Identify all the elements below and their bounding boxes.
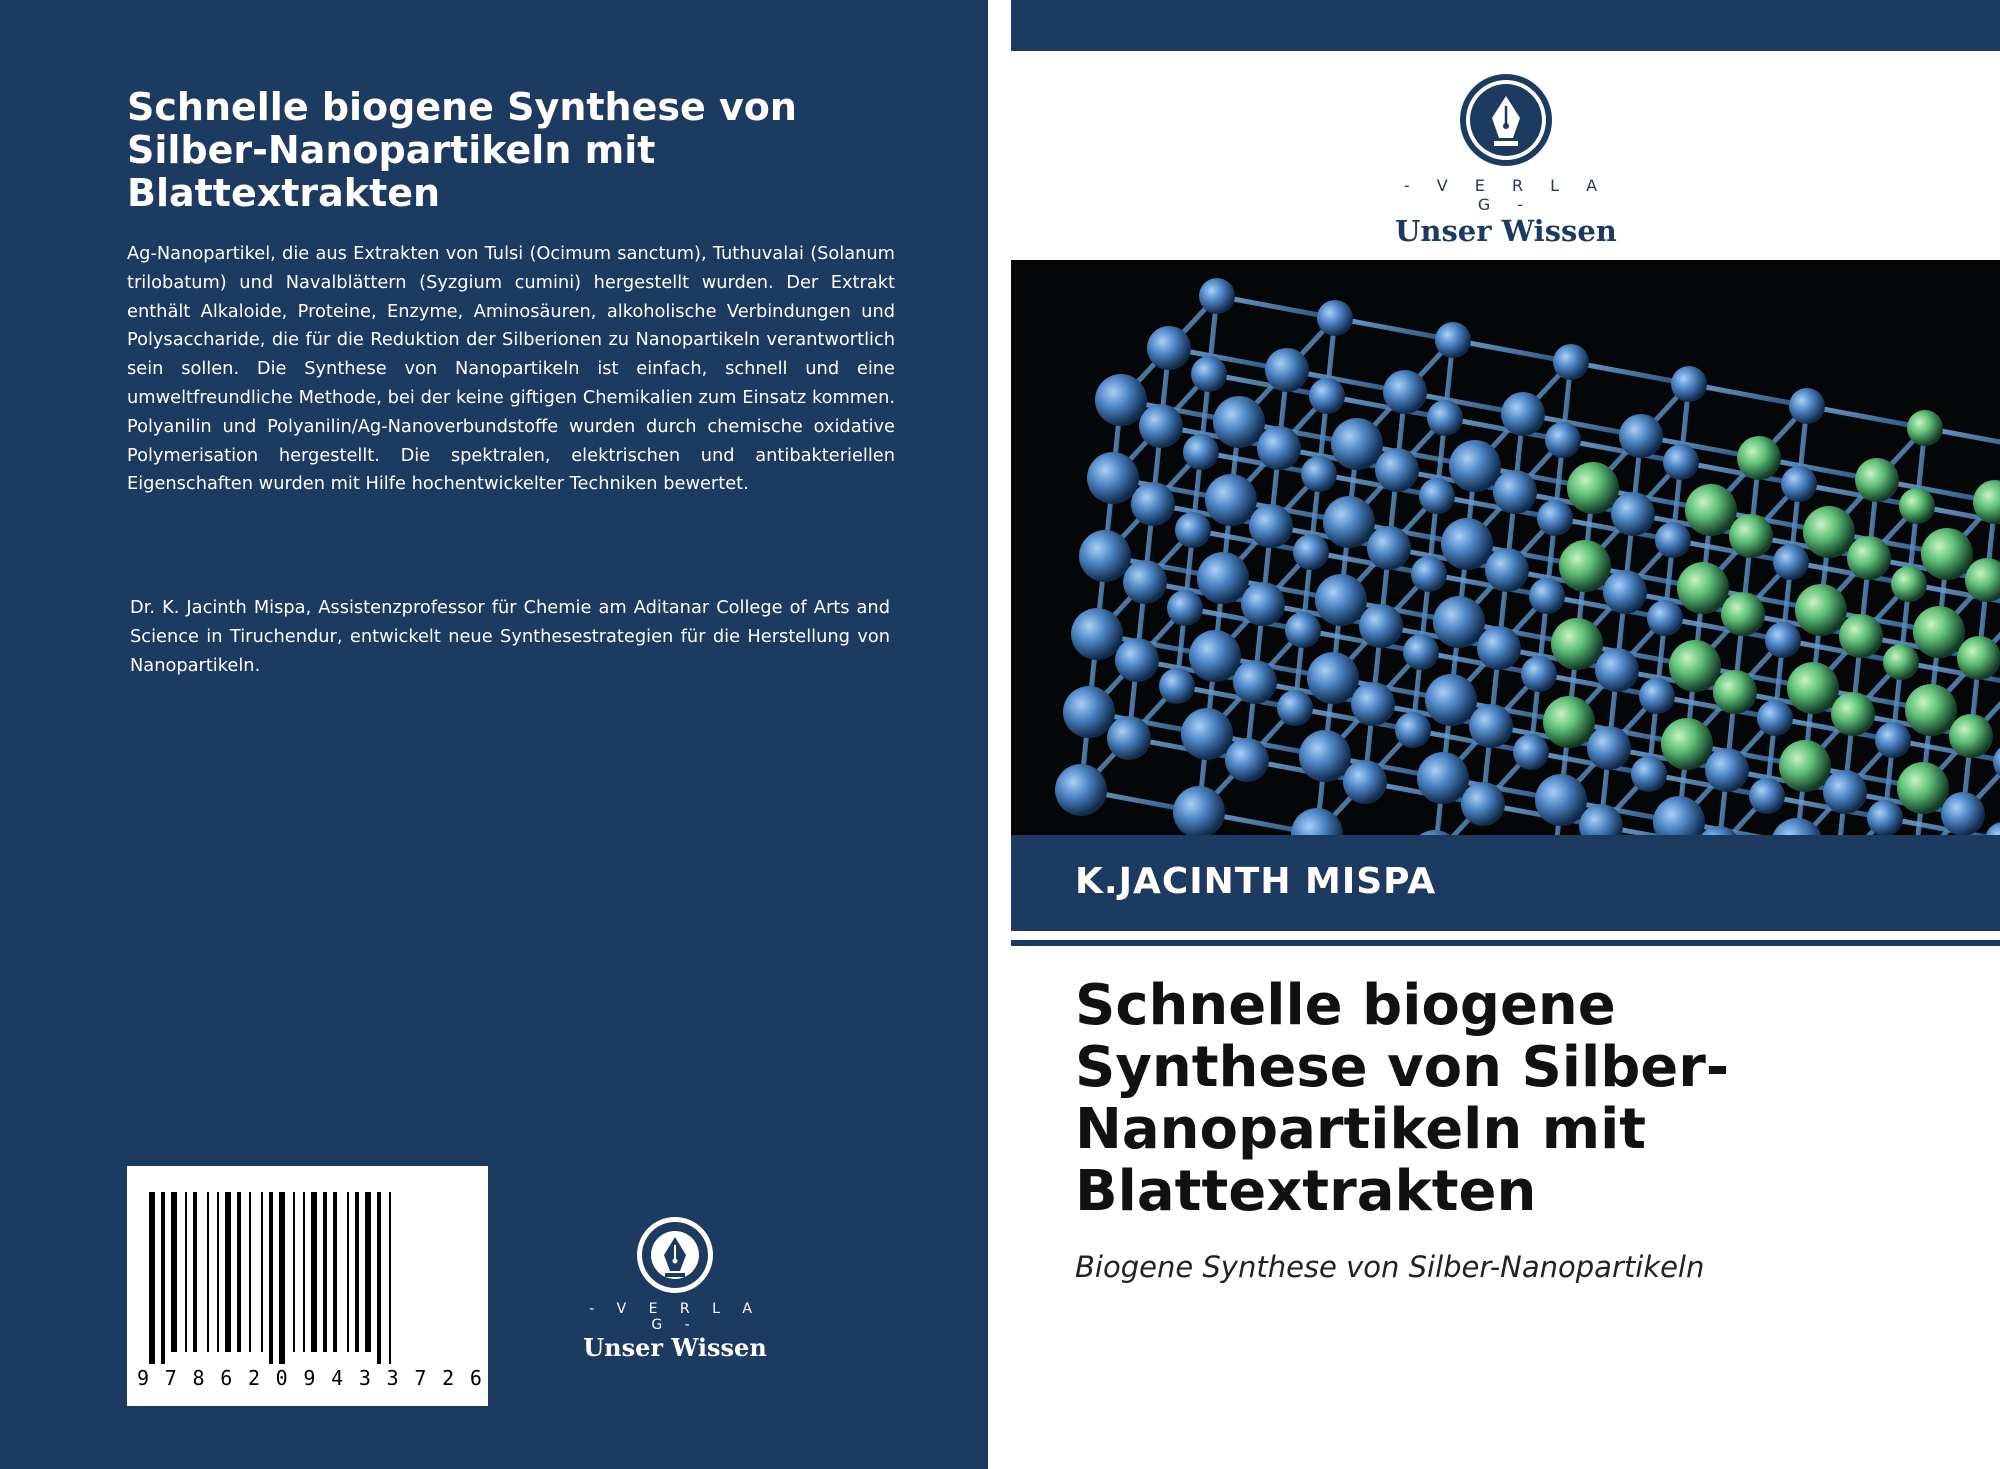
lattice-sphere <box>1167 590 1203 626</box>
lattice-sphere <box>1611 492 1655 536</box>
lattice-sphere <box>1139 404 1183 448</box>
lattice-sphere <box>1095 374 1147 426</box>
lattice-sphere <box>1795 584 1847 636</box>
lattice-sphere <box>1403 634 1439 670</box>
lattice-sphere <box>1213 396 1265 448</box>
lattice-sphere <box>1071 608 1123 660</box>
lattice-sphere <box>1309 378 1345 414</box>
lattice-sphere <box>1661 718 1713 770</box>
lattice-sphere <box>1469 704 1513 748</box>
lattice-sphere <box>1921 528 1973 580</box>
lattice-sphere <box>1249 504 1293 548</box>
lattice-sphere <box>1307 652 1359 704</box>
barcode-bar <box>185 1192 187 1352</box>
lattice-sphere <box>1285 612 1321 648</box>
lattice-sphere <box>1567 462 1619 514</box>
barcode-bar <box>365 1192 371 1352</box>
lattice-sphere <box>1789 388 1825 424</box>
lattice-sphere <box>1771 818 1823 835</box>
lattice-sphere <box>1183 434 1219 470</box>
lattice-sphere <box>1985 822 2000 835</box>
lattice-sphere <box>1663 444 1699 480</box>
lattice-sphere <box>1427 400 1463 436</box>
lattice-sphere <box>1123 560 1167 604</box>
lattice-sphere <box>1461 782 1505 826</box>
barcode-bar <box>389 1192 391 1364</box>
cover-image-lattice <box>1011 260 2000 835</box>
lattice-sphere <box>1301 456 1337 492</box>
isbn-digit: 4 <box>331 1366 344 1390</box>
lattice-sphere <box>1477 626 1521 670</box>
lattice-sphere <box>1147 326 1191 370</box>
author-name: K.JACINTH MISPA <box>1075 861 1437 902</box>
lattice-sphere <box>1159 668 1195 704</box>
isbn-digit: 2 <box>442 1366 455 1390</box>
isbn-digit: 6 <box>220 1366 233 1390</box>
front-publisher-logo <box>1391 72 1621 248</box>
lattice-sphere <box>1521 656 1557 692</box>
lattice-sphere <box>1537 500 1573 536</box>
lattice-sphere <box>1875 722 1911 758</box>
lattice-sphere <box>1181 708 1233 760</box>
lattice-sphere <box>1501 392 1545 436</box>
lattice-sphere <box>1897 762 1949 814</box>
isbn-digit: 6 <box>469 1366 482 1390</box>
lattice-sphere <box>1713 670 1757 714</box>
lattice-sphere <box>1087 452 1139 504</box>
lattice-sphere <box>1513 734 1549 770</box>
lattice-sphere <box>1619 414 1663 458</box>
lattice-sphere <box>1343 760 1387 804</box>
lattice-sphere <box>1553 344 1589 380</box>
barcode-bar <box>249 1192 251 1352</box>
barcode-bar <box>261 1192 263 1352</box>
lattice-sphere <box>1265 348 1309 392</box>
author-bio: Dr. K. Jacinth Mispa, Assistenzprofessor für Chemie am Aditanar College of Arts and Science in Tiruchendur, entwickelt neue Synthesestrategien für die Herstellung von Nanopartikeln. <box>130 597 890 676</box>
lattice-sphere <box>1551 618 1603 670</box>
lattice-sphere <box>1883 644 1919 680</box>
title-line: Nanopartikeln mit <box>1075 1097 1647 1162</box>
barcode-bar <box>279 1192 285 1364</box>
lattice-sphere <box>1669 640 1721 692</box>
lattice-sphere <box>1395 712 1431 748</box>
lattice-sphere <box>1425 674 1477 726</box>
lattice-sphere <box>1847 536 1891 580</box>
isbn-digit: 3 <box>386 1366 399 1390</box>
back-cover <box>0 0 988 1469</box>
title-line: Blattextrakten <box>1075 1159 1537 1224</box>
isbn-digit: 9 <box>137 1366 150 1390</box>
lattice-sphere <box>1115 638 1159 682</box>
lattice-sphere <box>1907 410 1943 446</box>
divider-rule <box>1011 940 2000 946</box>
lattice-sphere <box>1721 592 1765 636</box>
lattice-sphere <box>1063 686 1115 738</box>
lattice-sphere <box>1891 566 1927 602</box>
lattice-sphere <box>1199 278 1235 314</box>
lattice-sphere <box>1779 740 1831 792</box>
barcode-bar <box>377 1192 381 1364</box>
lattice-sphere <box>1867 800 1903 835</box>
isbn-digits <box>137 1366 482 1390</box>
lattice-sphere <box>1831 692 1875 736</box>
lattice-sphere <box>1191 356 1227 392</box>
back-logo-verlag: - V E R L A G - <box>589 1301 761 1333</box>
lattice-sphere <box>1543 696 1595 748</box>
lattice-sphere <box>1293 534 1329 570</box>
back-cover-blurb: Ag-Nanopartikel, die aus Extrakten von Tulsi (Ocimum sanctum), Tuthuvalai (Solanum trilobatum) und Navalblättern (Syzgium cumini) hergestellt wurden. Der Extrakt enthält Alkaloide, Proteine, Enzyme, Aminosäuren, alkoholische Verbindungen und Polysaccharide, die für die Reduktion der Silberionen zu Nanopartikeln verantwortlich sein sollen. Die Synthese von Nanopartikeln ist einfach, schnell und eine umweltfreundliche Methode, bei der keine giftigen Chemikalien zum Einsatz kommen. Polyanilin und Polyanilin/Ag-Nanoverbundstoffe wurden durch chemische oxidative Polymerisation hergestellt. Die spektralen, elektrischen und antibakteriellen Eigenschaften wurden mit Hilfe hochentwickelter Techniken bewertet. <box>127 243 895 495</box>
lattice-rod <box>1335 318 1453 340</box>
barcode-bar <box>217 1192 219 1352</box>
lattice-sphere <box>1603 570 1647 614</box>
lattice-sphere <box>1749 778 1785 814</box>
front-cover-title <box>1075 975 1975 1223</box>
lattice-sphere <box>1631 756 1667 792</box>
lattice-sphere <box>1277 690 1313 726</box>
barcode-bar <box>161 1192 165 1364</box>
lattice-sphere <box>1705 748 1749 792</box>
front-logo-verlag: - V E R L A G - <box>1403 176 1609 214</box>
lattice-sphere <box>1941 792 1985 835</box>
lattice-sphere <box>1545 422 1581 458</box>
lattice-sphere <box>1781 466 1817 502</box>
lattice-sphere <box>1315 574 1367 626</box>
lattice-sphere <box>1655 522 1691 558</box>
lattice-sphere <box>1787 662 1839 714</box>
lattice-sphere <box>1677 562 1729 614</box>
barcode-bar <box>149 1192 155 1364</box>
lattice-sphere <box>1079 530 1131 582</box>
lattice-sphere <box>1647 600 1683 636</box>
isbn-digit: 0 <box>275 1366 288 1390</box>
lattice-sphere <box>1905 684 1957 736</box>
lattice-sphere <box>1411 556 1447 592</box>
lattice-sphere <box>1913 606 1965 658</box>
lattice-sphere <box>1131 482 1175 526</box>
lattice-sphere <box>1257 426 1301 470</box>
lattice-sphere <box>1685 484 1737 536</box>
lattice-sphere <box>1823 770 1867 814</box>
lattice-sphere <box>1765 622 1801 658</box>
fountain-pen-nib-icon <box>1391 72 1621 172</box>
fountain-pen-nib-icon <box>580 1215 770 1297</box>
title-line: Schnelle biogene <box>1075 973 1616 1038</box>
lattice-sphere <box>1351 682 1395 726</box>
lattice-sphere <box>1359 604 1403 648</box>
back-cover-title: Schnelle biogene Synthese von Silber-Nanopartikeln mit Blattextrakten <box>127 85 797 215</box>
lattice-sphere <box>1189 630 1241 682</box>
lattice-sphere <box>1441 518 1493 570</box>
lattice-sphere <box>1375 448 1419 492</box>
isbn-digit: 8 <box>192 1366 205 1390</box>
lattice-sphere <box>1367 526 1411 570</box>
lattice-sphere <box>1419 478 1455 514</box>
lattice-sphere <box>1839 614 1883 658</box>
barcode-bar <box>303 1192 305 1352</box>
lattice-sphere <box>1529 578 1565 614</box>
barcode-bar <box>225 1192 231 1352</box>
lattice-sphere <box>1055 764 1107 816</box>
lattice-sphere <box>1175 512 1211 548</box>
lattice-sphere <box>1559 540 1611 592</box>
isbn-digit: 7 <box>414 1366 427 1390</box>
lattice-sphere <box>1587 726 1631 770</box>
lattice-sphere <box>1899 488 1935 524</box>
lattice-sphere <box>1737 436 1781 480</box>
lattice-sphere <box>1205 474 1257 526</box>
lattice-rod <box>1571 362 1689 384</box>
lattice-sphere <box>1493 470 1537 514</box>
front-logo-name: Unser Wissen <box>1395 214 1617 248</box>
lattice-sphere <box>1671 366 1707 402</box>
barcode-bar <box>207 1192 209 1352</box>
lattice-sphere <box>1417 752 1469 804</box>
back-logo-name: Unser Wissen <box>583 1333 767 1362</box>
lattice-sphere <box>1233 660 1277 704</box>
lattice-sphere <box>1435 322 1471 358</box>
lattice-sphere <box>1957 636 2000 680</box>
lattice-sphere <box>1855 458 1899 502</box>
lattice-sphere <box>1535 774 1587 826</box>
back-publisher-logo <box>580 1215 770 1362</box>
lattice-sphere <box>1197 552 1249 604</box>
isbn-digit: 9 <box>303 1366 316 1390</box>
lattice-sphere <box>1107 716 1151 760</box>
lattice-illustration <box>1011 260 2000 835</box>
lattice-rod <box>1807 406 1925 428</box>
isbn-digit: 7 <box>164 1366 177 1390</box>
lattice-sphere <box>1595 648 1639 692</box>
lattice-sphere <box>1225 738 1269 782</box>
barcode-bar <box>171 1192 177 1352</box>
barcode-bar <box>293 1192 295 1352</box>
barcode-bar <box>193 1192 197 1352</box>
lattice-sphere <box>1803 506 1855 558</box>
spine-gap <box>988 0 1011 1469</box>
isbn-digit: 3 <box>358 1366 371 1390</box>
lattice-sphere <box>1485 548 1529 592</box>
barcode-bar <box>333 1192 337 1352</box>
lattice-sphere <box>1449 440 1501 492</box>
lattice-sphere <box>1383 370 1427 414</box>
lattice-rod <box>1453 340 1571 362</box>
front-top-bar <box>1011 0 2000 51</box>
isbn-digit: 2 <box>247 1366 260 1390</box>
lattice-sphere <box>1729 514 1773 558</box>
isbn-barcode <box>127 1166 488 1406</box>
lattice-sphere <box>1299 730 1351 782</box>
lattice-sphere <box>1317 300 1353 336</box>
barcode-bar <box>269 1192 273 1364</box>
lattice-sphere <box>1949 714 1993 758</box>
lattice-sphere <box>1241 582 1285 626</box>
lattice-sphere <box>1773 544 1809 580</box>
author-bar <box>1011 835 2000 931</box>
lattice-rod <box>1217 296 1335 318</box>
lattice-sphere <box>1433 596 1485 648</box>
front-cover <box>1011 0 2000 1469</box>
lattice-sphere <box>1331 418 1383 470</box>
lattice-rod <box>1689 384 1807 406</box>
barcode-bar <box>323 1192 327 1352</box>
front-cover-subtitle: Biogene Synthese von Silber-Nanopartikeln <box>1075 1250 1705 1284</box>
barcode-bar <box>355 1192 359 1352</box>
title-line: Synthese von Silber- <box>1075 1035 1730 1100</box>
lattice-sphere <box>1639 678 1675 714</box>
barcode <box>127 1166 488 1366</box>
lattice-sphere <box>1323 496 1375 548</box>
barcode-bar <box>311 1192 317 1352</box>
barcode-bar <box>347 1192 349 1352</box>
barcode-bar <box>237 1192 241 1352</box>
lattice-sphere <box>1757 700 1793 736</box>
